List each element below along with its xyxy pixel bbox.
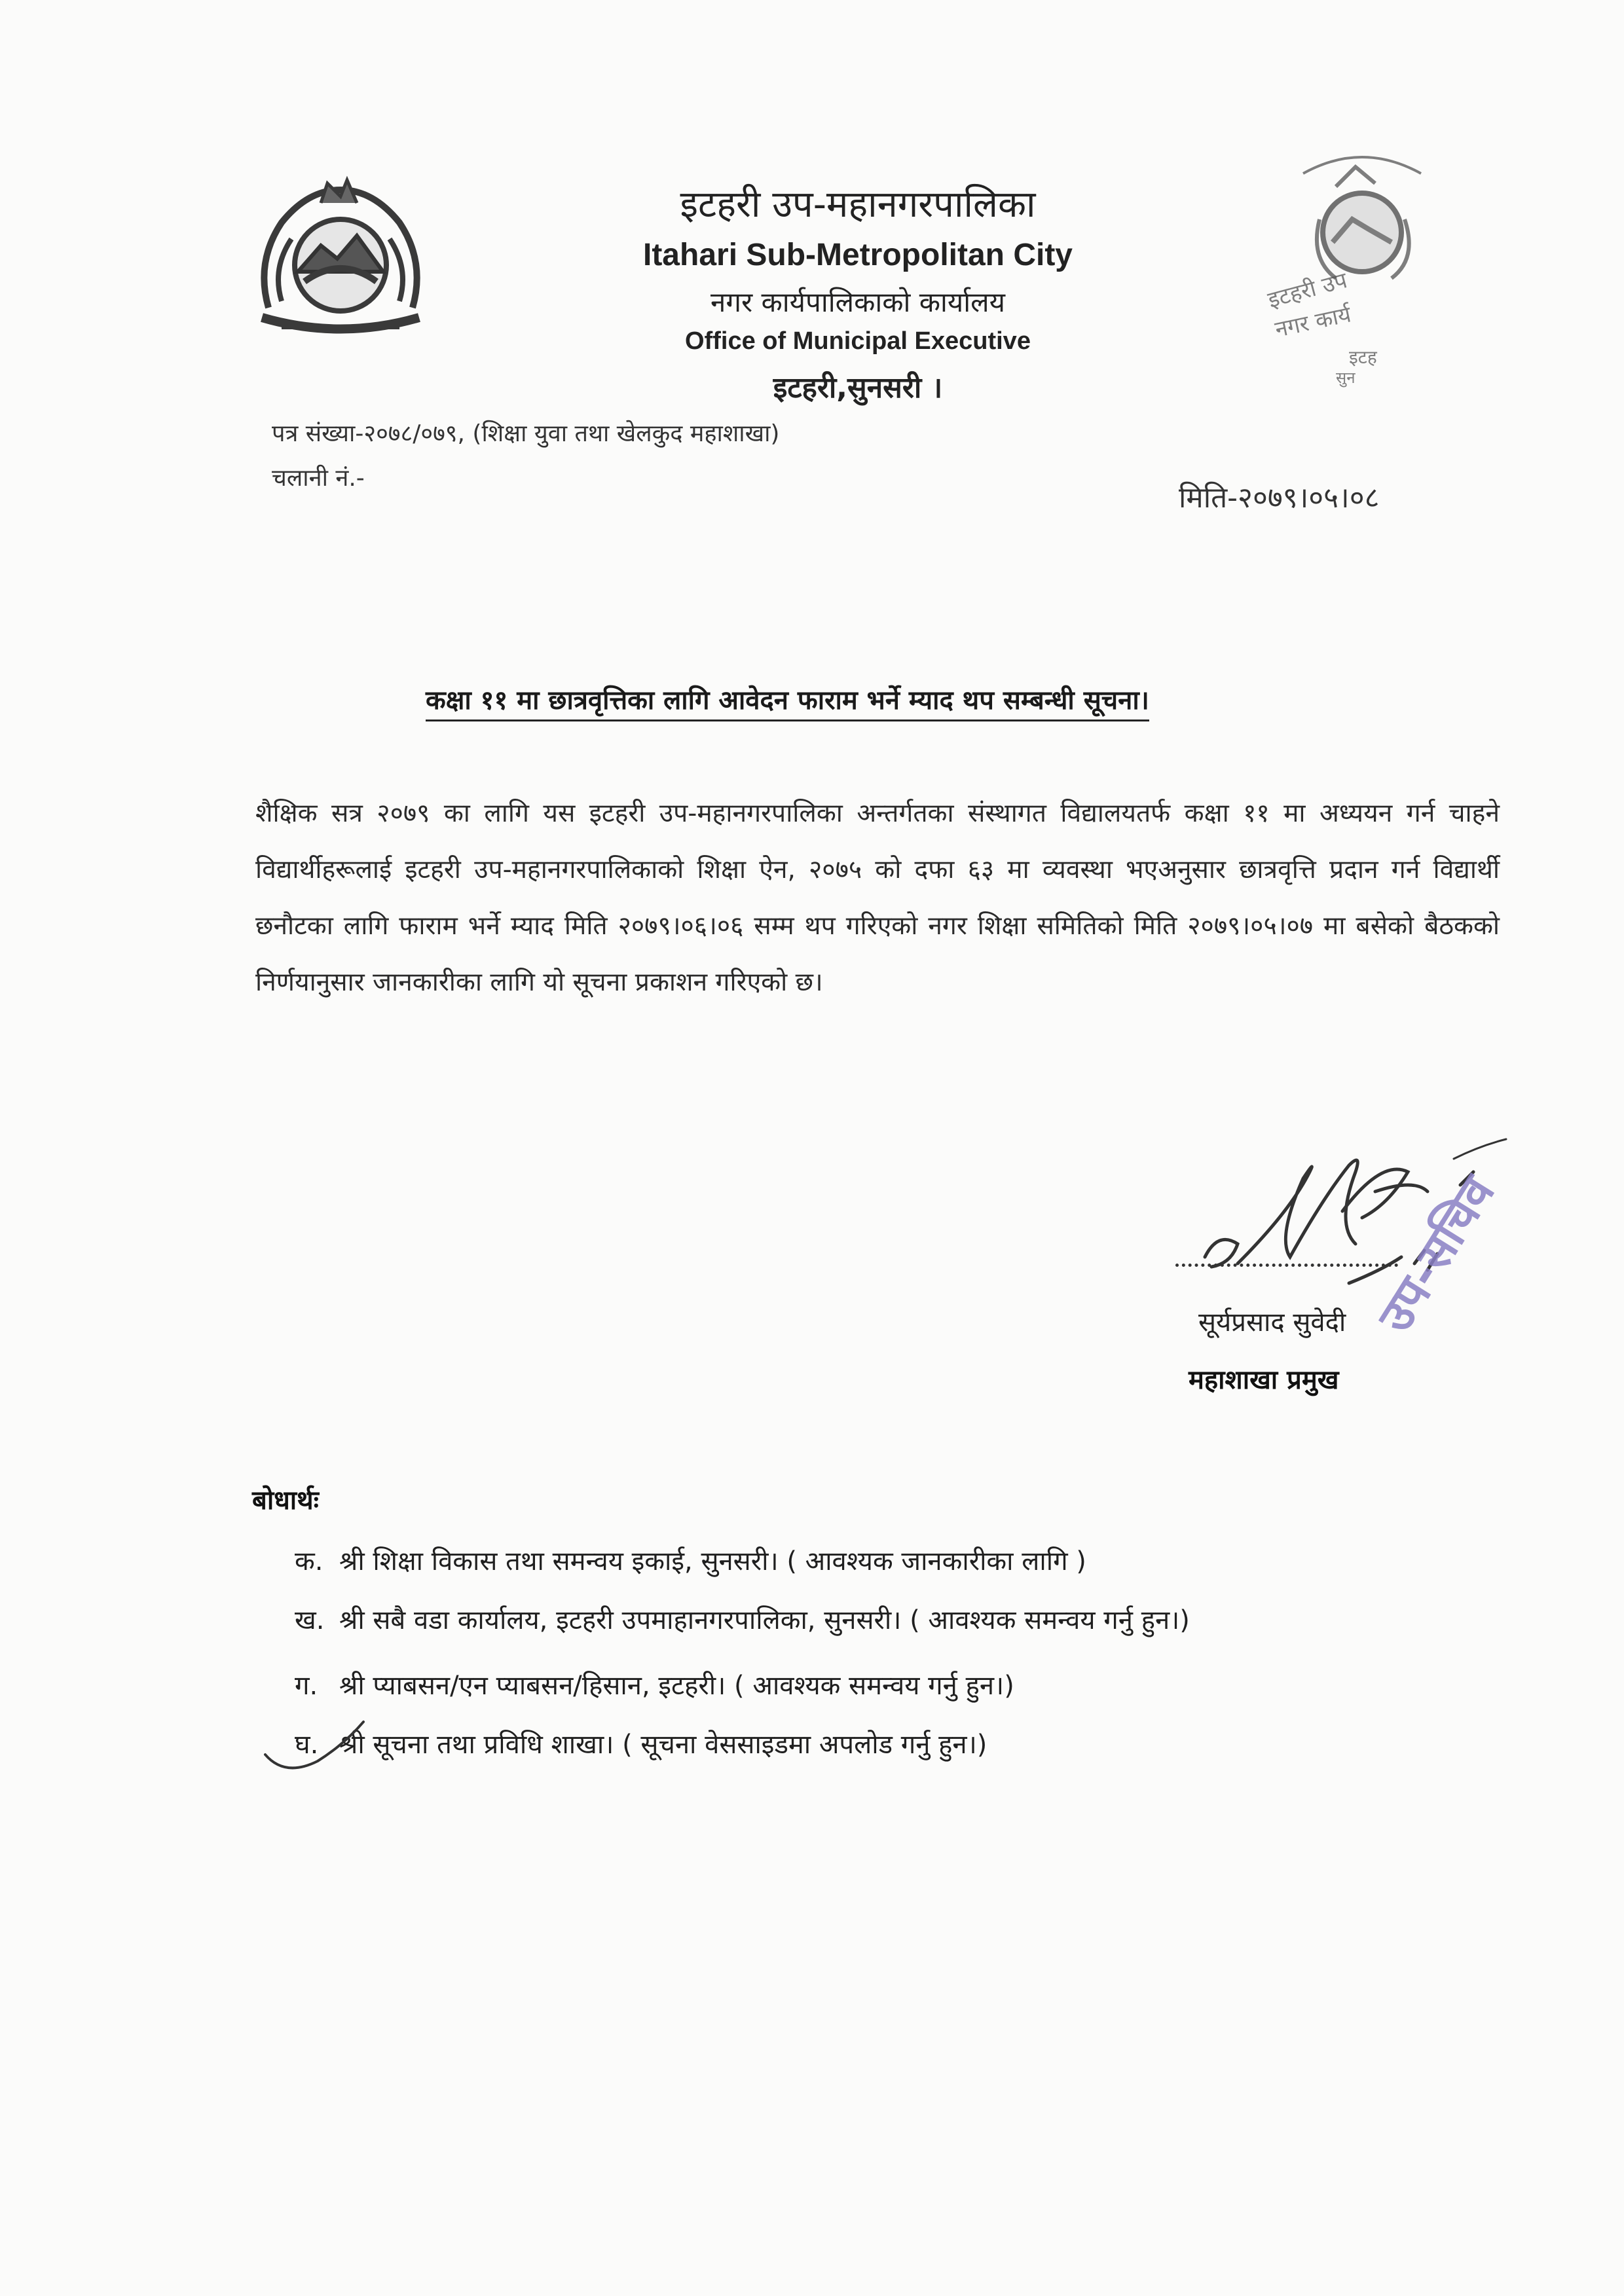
office-name-nepali: नगर कार्यपालिकाको कार्यालय (710, 286, 1005, 318)
office-address: इटहरी,सुनसरी । (773, 371, 943, 405)
dispatch-number: चलानी नं.- (272, 465, 365, 492)
org-name-nepali: इटहरी उप-महानगरपालिका (680, 183, 1036, 226)
cc-item-text: श्री शिक्षा विकास तथा समन्वय इकाई, सुनसरी। ( आवश्यक जानकारीका लागि ) (339, 1546, 1086, 1576)
org-name-english: Itahari Sub-Metropolitan City (642, 238, 1073, 272)
cc-item-marker: क. (295, 1546, 323, 1576)
letter-date: मिति-२०७९।०५।०८ (1179, 481, 1380, 515)
cc-item-text: श्री प्याबसन/एन प्याबसन/हिसान, इटहरी। ( आवश्यक समन्वय गर्नु हुन।) (339, 1671, 1014, 1701)
cc-item-marker: घ. (295, 1730, 319, 1760)
cc-list-item (295, 1601, 1190, 1637)
cc-list-item (295, 1666, 1014, 1702)
handwritten-tick-icon (259, 1715, 377, 1781)
cc-item-marker: ग. (295, 1671, 318, 1701)
signatory-name: सूर्यप्रसाद सुवेदी (1198, 1307, 1346, 1338)
svg-text:नगर कार्य: नगर कार्य (1272, 301, 1354, 343)
cc-list-item (295, 1725, 987, 1761)
signature-line (1175, 1264, 1398, 1267)
svg-text:इटह: इटह (1349, 346, 1377, 368)
notice-body: शैक्षिक सत्र २०७९ का लागि यस इटहरी उप-महानगरपालिका अन्तर्गतका संस्थागत विद्यालयतर्फ कक्षा ११ मा अध्ययन गर्न चाहने विद्यार्थीहरूलाई इटहरी उप-महानगरपालिकाको शिक्षा ऐन, २०७५ को दफा ६३ मा व्यवस्था भएअनुसार छात्रवृत्ति प्रदान गर्न विद्यार्थी छनौटका लागि फाराम भर्ने म्याद मिति २०७९।०६।०६ सम्म थप गरिएको नगर शिक्षा समितिको मिति २०७९।०५।०७ मा बसेको बैठकको निर्णयानुसार जानकारीका लागि यो सूचना प्रकाशन गरिएको छ। (255, 799, 1500, 997)
svg-text:इटहरी उप: इटहरी उप (1264, 267, 1350, 314)
cc-heading: बोधार्थः (252, 1485, 319, 1516)
signatory-title: महाशाखा प्रमुख (1189, 1365, 1339, 1395)
svg-text:सुन: सुन (1336, 369, 1356, 387)
cc-item-marker: ख. (295, 1605, 325, 1635)
cc-item-text: श्री सबै वडा कार्यालय, इटहरी उपमाहानगरपालिका, सुनसरी। ( आवश्यक समन्वय गर्नु हुन।) (339, 1605, 1190, 1635)
letter-number: पत्र संख्या-२०७८/०७९, (शिक्षा युवा तथा खेलकुद महाशाखा) (272, 420, 780, 447)
notice-subject: कक्षा ११ मा छात्रवृत्तिका लागि आवेदन फाराम भर्ने म्याद थप सम्बन्धी सूचना। (426, 681, 1149, 721)
office-name-english: Office of Municipal Executive (685, 327, 1031, 355)
cc-list-item (295, 1542, 1086, 1578)
cc-item-text: श्री सूचना तथा प्रविधि शाखा। ( सूचना वेससाइडमा अपलोड गर्नु हुन।) (339, 1730, 987, 1760)
designation-stamp: उप-सचिव (1367, 1166, 1505, 1342)
